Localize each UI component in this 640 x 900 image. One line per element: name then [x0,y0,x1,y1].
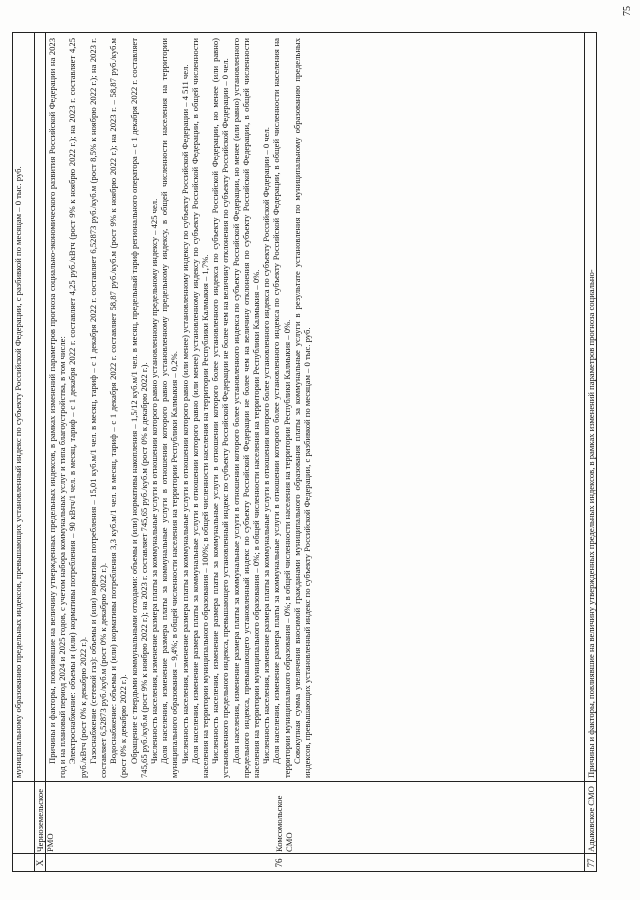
paragraph: Причины и факторы, повлиявшие на величину утвержденных предельных индексов, в рамках изменений параметров прогноза социально-экономического развития Российской Федерации на 2023 год и на плановый период 2024 и 2025 годов, с учетом набора коммунальных услуг и типа благоустройства, в том числе: [47,38,68,778]
paragraph: Численность населения, изменение размера платы за коммунальные услуги в отношении которого равно установленному предельному индексу – 425 чел. [149,198,160,764]
row-number: 76 [274,858,284,868]
row-divider [45,32,46,872]
paragraph: Доля населения, изменение размера платы за коммунальные услуги в отношении которого равно (или менее) установленному индексу по субъекту Российской Федерации, в общей численности населения на территории муниципального образования – 100%; в общей численности населения на территории Республики Калмыкия – 1,7%. [189,38,211,778]
paragraph: Численность населения, изменение размера платы за коммунальные услуги в отношении которого равно (или менее) установленному индексу по субъекту Российской Федерации – 4 511 чел. [179,64,190,764]
row-number: X [35,859,45,867]
paragraph: Водоснабжение: объемы и (или) нормативы потребления 3,3 куб.м/1 чел. в месяц, тариф – с 1 декабря 2022 г. составляет 58,87 руб./куб.м (рост 9% к ноябрю 2022 г.); на 2023 г. – 58,87 руб./куб.м (рост 0% к декабрю 2022 г.). [108,38,129,778]
municipality-name: Адыковское СМО [586,786,596,852]
column-divider [12,853,597,854]
paragraph: Причины и факторы, повлиявшие на величину утвержденных предельных индексов, в рамках изменений параметров прогноза социально- [586,269,596,778]
row-continuation-text [13,38,34,778]
paragraph: Доля населения, изменение размера платы за коммунальные услуги в отношении которого более установленного индекса по субъекту Российской Федерации, в общей численности населения на территории муниципального образования – 0%; в общей численности населения на территории Республики Калмыкия – 0%. [271,38,292,778]
paragraph: Доля населения, изменение размера платы за коммунальные услуги в отношении которого равно установленному предельному индексу, в общей численности населения на территории муниципального образования – 9,4%; в общей численности населения на территории Республики Калмыкия – 0,2%. [159,38,180,778]
municipality-name: Комсомольское СМО [274,795,295,852]
municipality-name: Черноземельское РМО [35,788,56,852]
paragraph: Электроснабжение: объемы и (или) нормативы потребления – 90 кВтч/1 чел. в месяц, тариф – с 1 декабря 2022 г. составляет 4,25 руб./кВтч (рост 9% к ноябрю 2022 г.); на 2023 г. составляет 4,25 руб./кВтч (рост 0% к декабрю 2022 г.). [67,38,88,778]
paragraph: Совокупная сумма увеличения вносимой гражданами муниципального образования платы за коммунальные услуги в результате установления по муниципальному образованию предельных индексов, превышающих установленный индекс по субъекту Российской Федерации, с разбивкой по месяцам – 0 тыс. руб. [291,38,313,778]
paragraph: муниципальному образованию предельных индексов, превышающих установленный индекс по субъекту Российской Федерации, с разбивкой по месяцам – 0 тыс. руб. [13,166,23,778]
paragraph: Численность населения, изменение размера платы за коммунальные услуги в отношении которого более установленного индекса по субъекту Российской Федерации – 0 чел. [261,127,272,764]
data-table [12,32,597,872]
row-divider [584,32,585,872]
page-number: 75 [622,6,633,16]
paragraph: Газоснабжение (сетевой газ): объемы и (или) нормативы потребления – 15,01 куб.м/1 чел. в месяц, тариф – с 1 декабря 2022 г. составляет 6,52873 руб./куб.м (рост 8,5% к ноябрю 2022 г.); на 2023 г. составляет 6,52873 руб./куб.м (рост 0% к декабрю 2022 г.). [87,38,109,778]
row-details-text [47,38,583,778]
paragraph: Доля населения, изменение размера платы за коммунальные услуги в отношении которого более установленного индекса по субъекту Российской Федерации, но менее (или равно) установленного предельного индекса, превышающего установленный индекс по субъекту Российской Федерации не более чем на величину отклонения по субъекту Российской Федерации, в общей численности населения на территории муниципального образования – 0%; в общей численности населения на территории Республики Калмыкия – 0%. [230,38,262,778]
row-divider [34,32,35,872]
paragraph: Обращение с твердыми коммунальными отходами: объемы и (или) нормативы накопления – 1,5/12 куб.м/1 чел. в месяц, предельный тариф регионального оператора – с 1 декабря 2022 г. составляет 745,65 руб./куб.м (рост 9% к ноябрю 2022 г.); на 2023 г. составляет 745,65 руб./куб.м (рост 0% к декабрю 2022 г.). [128,38,149,778]
row-number: 77 [586,858,596,868]
row-continuation-text [586,38,597,778]
column-divider [12,781,597,782]
rotated-table-wrapper [12,32,597,872]
paragraph: Численность населения, изменение размера платы за коммунальные услуги в отношении которого более установленного индекса по субъекту Российской Федерации, но менее (или равно) установленного предельного индекса, превышающего установленный индекс по субъекту Российской Федерации не более чем на величину отклонения по субъекту Российской Федерации – 0 чел. [210,38,231,778]
